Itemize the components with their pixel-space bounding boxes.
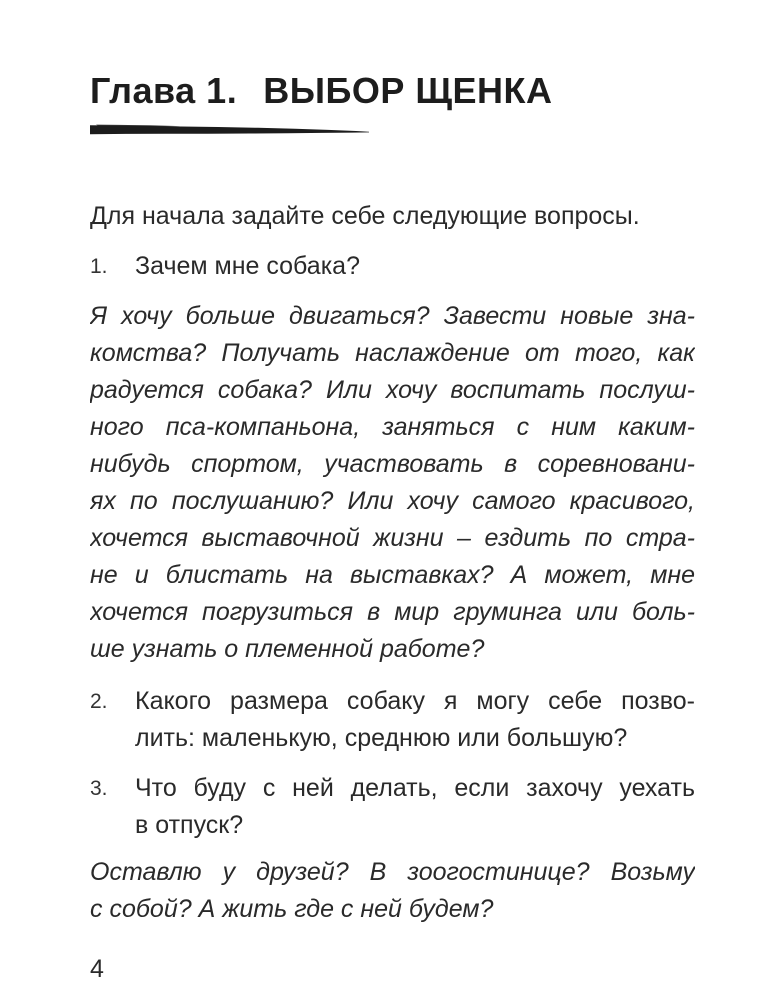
question-item-3 [90, 770, 695, 844]
text-line: радуется собака? Или хочу воспитать послуш- [90, 376, 695, 404]
answer-paragraph-1 [90, 298, 695, 668]
text-line: Какого размера собаку я могу себе позво- [135, 687, 695, 715]
text-line: нибудь спортом, участвовать в соревновани- [90, 450, 695, 478]
question-3-text [135, 770, 695, 844]
text-line: ях по послушанию? Или хочу самого красивого, [90, 487, 695, 515]
text-line: ного пса-компаньона, заняться с ним каким- [90, 413, 695, 441]
page-number: 4 [90, 955, 104, 983]
question-2-number: 2. [90, 690, 108, 713]
question-item-1 [90, 248, 695, 285]
text-line: ше узнать о племенной работе? [90, 635, 485, 663]
question-item-2 [90, 683, 695, 757]
text-line: Я хочу больше двигаться? Завести новые зна- [90, 302, 695, 330]
question-2-text [135, 683, 695, 757]
text-line: Оставлю у друзей? В зоогостинице? Возьму [90, 858, 695, 886]
question-1-text [135, 248, 695, 285]
text-line: лить: маленькую, среднюю или большую? [135, 724, 628, 752]
chapter-heading [90, 70, 695, 112]
chapter-number-label: Глава 1. [90, 70, 238, 111]
text-line: Зачем мне собака? [135, 252, 360, 280]
text-line: комства? Получать наслаждение от того, как [90, 339, 695, 367]
text-line: в отпуск? [135, 811, 244, 839]
heading-underline-stroke [90, 122, 370, 136]
text-line: хочется погрузиться в мир груминга или боль- [90, 598, 695, 626]
question-1-number: 1. [90, 255, 108, 278]
intro-paragraph: Для начала задайте себе следующие вопросы. [90, 202, 640, 230]
question-3-number: 3. [90, 777, 108, 800]
answer-paragraph-2 [90, 854, 695, 928]
text-line: хочется выставочной жизни – ездить по стра- [90, 524, 695, 552]
text-line: Что буду с ней делать, если захочу уехать [135, 774, 695, 802]
chapter-title: ВЫБОР ЩЕНКА [263, 70, 553, 111]
text-line: с собой? А жить где с ней будем? [90, 895, 494, 923]
text-line: не и блистать на выставках? А может, мне [90, 561, 695, 589]
